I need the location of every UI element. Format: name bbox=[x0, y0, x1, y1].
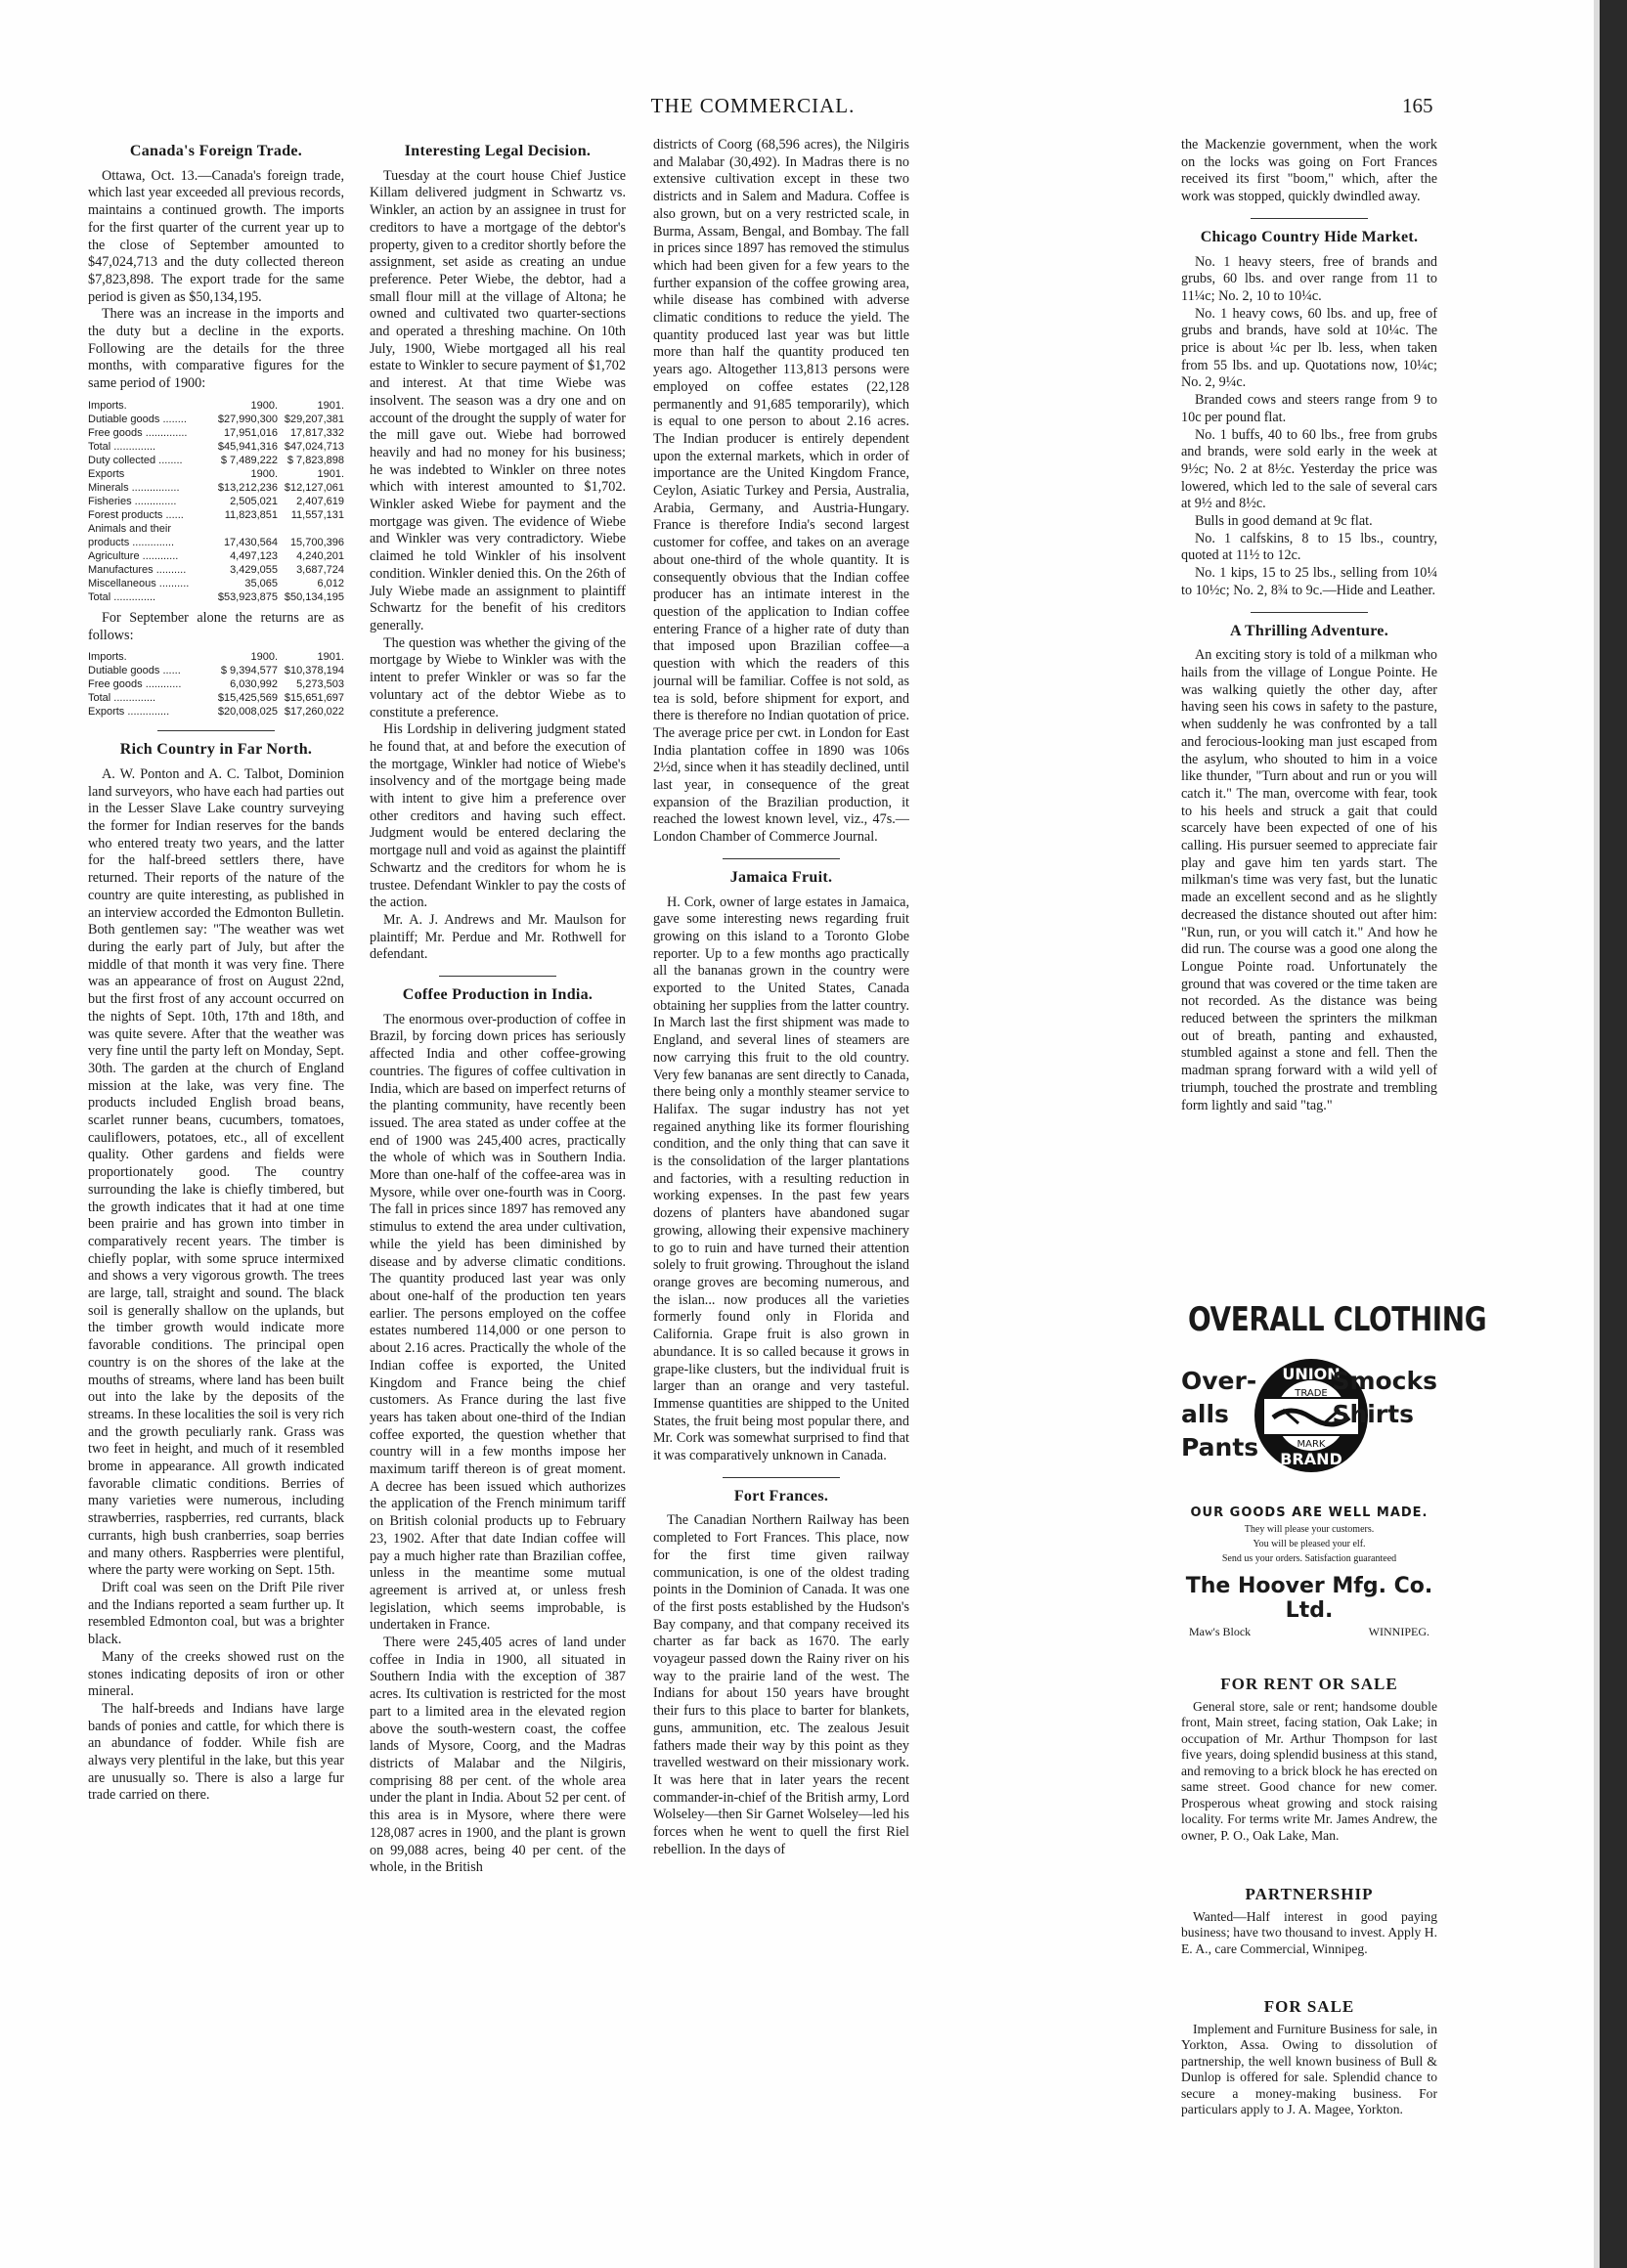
statistics-row bbox=[88, 495, 344, 508]
statistics-value: 2,407,619 bbox=[296, 495, 344, 507]
statistics-row bbox=[88, 467, 344, 481]
statistics-value: 17,951,016 bbox=[223, 426, 278, 439]
statistics-row bbox=[88, 705, 344, 719]
column-2 bbox=[370, 137, 626, 2258]
article-paragraph: Drift coal was seen on the Drift Pile river and the Indians reported a seam further up. It resembled Edmonton coal, but was a brighter black. bbox=[88, 1580, 344, 1648]
ad-fineprint-1: They will please your customers. bbox=[1244, 1524, 1375, 1535]
ad-firm-name: The Hoover Mfg. Co. Ltd. bbox=[1185, 1574, 1433, 1623]
statistics-label: Dutiable goods ...... bbox=[88, 665, 181, 677]
article-title: Rich Country in Far North. bbox=[119, 741, 313, 759]
statistics-value: $29,207,381 bbox=[284, 413, 344, 425]
statistics-label: Dutiable goods ........ bbox=[88, 413, 187, 425]
article-paragraph: Tuesday at the court house Chief Justice Killam delivered judgment in Schwartz vs. Winkler, an action by an assignee in trust for creditors to have a mortgage of the debtor's property, given to a creditor shortly before the assignment, set aside as creating an undue preference. Peter Wiebe, the debtor, had a small flour mill at the village of Altona; he owned and cultivated two quarter-sections and operated a threshing machine. On 10th July, 1900, Wiebe mortgaged all his real estate to Winkler to secure payment of $1,702 and interest. At that time Wiebe was insolvent. The season was a dry one and on account of the drought the supply of water for the mill gave out. Wiebe had borrowed heavily and had no money for his business; he was indebted to Winkler on three notes which with interest amounted to $1,702. Winkler asked Wiebe for payment and the mortgage was given. The evidence of Wiebe and Winkler was very contradictory. Wiebe claimed he told Winkler of his insolvent condition. Winkler denied this. On the 26th of July Wiebe made an assignment to plaintiff Schwartz for the benefit of his creditors generally. bbox=[370, 167, 626, 633]
statistics-row bbox=[88, 577, 344, 590]
article-paragraph: No. 1 heavy steers, free of brands and grubs, 60 lbs. and over range from 11 to 11¼c; No. 2, 10 to 10¼c. bbox=[1181, 253, 1437, 304]
statistics-value: $50,134,195 bbox=[284, 590, 344, 603]
classified-title: FOR SALE bbox=[1263, 1997, 1355, 2016]
seal-text-bottom: BRAND bbox=[1280, 1450, 1342, 1468]
section-divider bbox=[1251, 218, 1368, 219]
section-divider bbox=[723, 858, 840, 859]
statistics-value: $ 7,823,898 bbox=[286, 454, 344, 466]
article-title: Jamaica Fruit. bbox=[729, 868, 833, 886]
classified-body: Implement and Furniture Business for sale, in Yorkton, Assa. Owing to dissolution of partnership, the well known business of Bull & Dunlop is offered for sale. Splendid chance to secure a money-making business. For particulars apply to J. A. Magee, Yorkton. bbox=[1181, 2021, 1437, 2116]
classified-for-rent-or-sale bbox=[1181, 1677, 1437, 1844]
statistics-label: Agriculture ............ bbox=[88, 549, 179, 562]
statistics-value: 2,505,021 bbox=[230, 495, 278, 507]
statistics-value: 1901. bbox=[317, 467, 344, 480]
seal-text-top: UNION bbox=[1282, 1365, 1341, 1383]
statistics-label: Imports. bbox=[88, 399, 127, 412]
statistics-value: 6,012 bbox=[317, 577, 344, 589]
classified-title: FOR RENT OR SALE bbox=[1220, 1675, 1398, 1693]
statistics-value: $27,990,300 bbox=[217, 413, 278, 425]
statistics-row bbox=[88, 536, 344, 549]
seal-text-mark: MARK bbox=[1297, 1439, 1326, 1450]
statistics-row bbox=[88, 508, 344, 522]
statistics-row bbox=[88, 677, 344, 691]
article-paragraph: His Lordship in delivering judgment stated he found that, at and before the execution of the mortgage, Winkler had notice of Wiebe's insolvency and of the mortgage being made with intent to give him a preference over other creditors and having such effect. Judgment would be entered declaring the mortgage null and void as against the plaintiff Schwartz and the creditors for whom he is trustee. Defendant Winkler to pay the costs of the action. bbox=[370, 721, 626, 911]
statistics-row bbox=[88, 563, 344, 577]
article-title: Coffee Production in India. bbox=[402, 986, 594, 1004]
statistics-row bbox=[88, 440, 344, 454]
ad-slogan: OUR GOODS ARE WELL MADE. bbox=[1190, 1505, 1429, 1520]
ad-left-products bbox=[1181, 1365, 1258, 1464]
statistics-value: $47,024,713 bbox=[284, 440, 344, 453]
statistics-row bbox=[88, 549, 344, 563]
article-paragraph: Bulls in good demand at 9c flat. bbox=[1195, 513, 1373, 530]
statistics-label: Fisheries .............. bbox=[88, 495, 177, 507]
article-paragraph: Mr. A. J. Andrews and Mr. Maulson for plaintiff; Mr. Perdue and Mr. Rothwell for defendant. bbox=[370, 911, 626, 963]
statistics-value: $17,260,022 bbox=[284, 706, 344, 719]
article-paragraph: Many of the creeks showed rust on the stones indicating deposits of iron or other mineral. bbox=[88, 1648, 344, 1700]
article-title: Canada's Foreign Trade. bbox=[129, 143, 303, 159]
ad-product-overalls-2: alls bbox=[1181, 1400, 1229, 1428]
column-4 bbox=[1181, 137, 1437, 1290]
classified-body: General store, sale or rent; handsome double front, Main street, facing station, Oak Lake; in occupation of Mr. Arthur Thompson for last five years, doing splendid business at this stand, and removing to a brick block he has erected on same street. Good chance for new comer. Prosperous wheat growing and stock raising locality. For terms write Mr. James Andrew, the owner, P. O., Oak Lake, Man. bbox=[1181, 1698, 1437, 1843]
statistics-label: Miscellaneous .......... bbox=[88, 577, 190, 589]
statistics-value: $ 9,394,577 bbox=[220, 665, 278, 677]
page-edge-shadow bbox=[1600, 0, 1627, 2268]
statistics-label: Free goods ............ bbox=[88, 678, 182, 691]
statistics-value: 1900. bbox=[250, 399, 278, 412]
article-paragraph: the Mackenzie government, when the work on the locks was going on Fort Frances received its first "boom," which, after the work was stopped, quickly dwindled away. bbox=[1181, 137, 1437, 205]
statistics-value: $10,378,194 bbox=[284, 665, 344, 677]
article-paragraph: Ottawa, Oct. 13.—Canada's foreign trade, which last year exceeded all previous records, maintains a continued growth. The imports for the first quarter of the current year up to the close of September amounted to $47,024,713 and the duty collected thereon $7,823,898. The export trade for the same period is given as $50,134,195. bbox=[88, 167, 344, 305]
september-statistics-table bbox=[88, 650, 344, 719]
statistics-value: 1900. bbox=[250, 467, 278, 480]
statistics-value: 17,817,332 bbox=[289, 426, 344, 439]
article-paragraph: The enormous over-production of coffee in Brazil, by forcing down prices has seriously affected India and other coffee-growing countries. The figures of coffee cultivation in India, which are based on imperfect returns of the planting community, have recently been issued. The area stated as under coffee at the end of 1900 was 245,400 acres, practically the whole of which was in Southern India. More than one-half of the coffee-area was in Mysore, while over one-fourth was in Coorg. The fall in prices since 1897 has removed any stimulus to extend the area under cultivation, while the yield has been diminished by disease and by adverse climatic conditions. The quantity produced last year was only about one-half of the production ten years earlier. The persons employed on the coffee estates numbered 114,000 or one person to about 2.16 acres. Practically the whole of the Indian coffee is exported, the United Kingdom and France being the chief customers. As France during the last five years has taken about one-third of the Indian coffee exported, the question whether that country will in a few months impose her maximum tariff thereon is of great moment. A decree has been issued which authorizes the application of the French minimum tariff on British colonial products up to February 23, 1902. After that date Indian coffee will pay a much higher rate than Brazilian coffee, unless in the meantime some mutual agreement is arrived at, or unless fresh legislation, which seems improbable, is undertaken in France. bbox=[370, 1011, 626, 1634]
statistics-row bbox=[88, 481, 344, 495]
statistics-label: Duty collected ........ bbox=[88, 454, 183, 466]
ad-headline: OVERALL CLOTHING bbox=[1188, 1300, 1487, 1339]
statistics-value: 3,429,055 bbox=[230, 563, 278, 576]
statistics-row bbox=[88, 399, 344, 413]
article-title: A Thrilling Adventure. bbox=[1229, 622, 1389, 639]
statistics-value: 35,065 bbox=[244, 577, 278, 589]
statistics-row bbox=[88, 426, 344, 440]
article-paragraph: The Canadian Northern Railway has been completed to Fort Frances. This place, now for the first time given railway communication, is one of the oldest trading points in the Dominion of Canada. It was one of the first posts established by the Hudson's Bay company, and that company received its charter as far back as 1670. The early voyageur passed down the Rainy river on his way to the prairie land of the west. The Indians for about 150 years have brought their furs to this place to barter for blankets, guns, ammunition, etc. The zealous Jesuit fathers made their way by this point as they travelled westward on their missionary work. It was here that in later years the recent commander-in-chief of the British army, Lord Wolseley—then Sir Garnet Wolseley—led his forces when he went to quell the first Riel rebellion. In the days of bbox=[653, 1512, 909, 1857]
statistics-value: 1901. bbox=[317, 399, 344, 412]
statistics-row bbox=[88, 590, 344, 604]
statistics-value: 11,823,851 bbox=[224, 508, 278, 521]
statistics-value: 15,700,396 bbox=[289, 536, 344, 548]
seal-text-trade: TRADE bbox=[1295, 1388, 1328, 1399]
article-title: Fort Frances. bbox=[733, 1487, 829, 1505]
page-edge-fold bbox=[1594, 0, 1600, 2268]
statistics-value bbox=[278, 522, 344, 536]
statistics-value: $15,651,697 bbox=[284, 692, 344, 705]
statistics-value: 1901. bbox=[317, 651, 344, 664]
statistics-row bbox=[88, 650, 344, 664]
statistics-label: Forest products ...... bbox=[88, 508, 184, 521]
statistics-value: $15,425,569 bbox=[217, 692, 278, 705]
article-title: Chicago Country Hide Market. bbox=[1200, 228, 1419, 245]
overall-clothing-advertisement bbox=[1181, 1300, 1487, 1639]
article-paragraph: An exciting story is told of a milkman who hails from the village of Longue Pointe. He was walking quietly the other day, after having seen his cows in safety to the pasture, when suddenly he was confronted by a tall and ferocious-looking man just escaped from the asylum, who shouted to him in a voice like thunder, "Turn about and run or you will catch it." The man, overcome with fear, took to his heels and struck a gait that could scarcely have been expected of one of his calling. His pursuer seemed to appreciate fair play and gave him ten yards start. The milkman's time was very fast, but the lunatic made an excellent second and as he slightly decreased the distance shouted out after him: "Run, run, or you will catch it." And how he did run. The course was a good one along the Longue Pointe road. Unfortunately the ground that was covered or the time taken are not recorded. As the distance was being reduced between the sprinters the milkman out of breath, panting and exhausted, stumbled against a stone and fell. Then the madman sprang forward with a wild yell of triumph, touched the prostrate and trembling form lightly and said "tag." bbox=[1181, 647, 1437, 1113]
ad-fineprint-3: Send us your orders. Satisfaction guaranteed bbox=[1221, 1553, 1397, 1564]
section-divider bbox=[1251, 612, 1368, 613]
statistics-label: Imports. bbox=[88, 651, 127, 664]
statistics-value: 4,240,201 bbox=[296, 549, 344, 562]
article-paragraph: No. 1 kips, 15 to 25 lbs., selling from 10¼ to 10½c; No. 2, 8¾ to 9c.—Hide and Leather. bbox=[1181, 565, 1437, 598]
statistics-label: Minerals ................ bbox=[88, 481, 180, 494]
ad-product-panel bbox=[1181, 1345, 1437, 1502]
statistics-label: Total .............. bbox=[88, 590, 156, 603]
statistics-row bbox=[88, 691, 344, 705]
article-paragraph: For September alone the returns are as follows: bbox=[88, 609, 344, 643]
ad-product-smocks: Smocks bbox=[1332, 1367, 1437, 1395]
article-paragraph: Branded cows and steers range from 9 to 10c per pound flat. bbox=[1181, 392, 1437, 425]
statistics-label: Exports .............. bbox=[88, 706, 170, 719]
statistics-value: $53,923,875 bbox=[217, 590, 278, 603]
classified-title: PARTNERSHIP bbox=[1245, 1885, 1374, 1903]
classified-body: Wanted—Half interest in good paying business; have two thousand to invest. Apply H. E. A., care Commercial, Winnipeg. bbox=[1181, 1908, 1437, 1956]
statistics-value: 4,497,123 bbox=[230, 549, 278, 562]
statistics-value: 1900. bbox=[250, 651, 278, 664]
article-paragraph: The half-breeds and Indians have large bands of ponies and cattle, for which there is an abundance of fodder. While fish are always very plentiful in the lake, but this year are unusually so. There is also a large fur trade carried on there. bbox=[88, 1700, 344, 1804]
column-3 bbox=[653, 137, 909, 2258]
statistics-label: Total .............. bbox=[88, 440, 156, 453]
statistics-value: 3,687,724 bbox=[296, 563, 344, 576]
ad-fineprint-2: You will be pleased your elf. bbox=[1253, 1539, 1366, 1549]
statistics-value: $13,212,236 bbox=[217, 481, 278, 494]
statistics-value: $ 7,489,222 bbox=[220, 454, 278, 466]
article-paragraph: districts of Coorg (68,596 acres), the Nilgiris and Malabar (30,492). In Madras there is no extensive cultivation except in these two districts and in Salem and Madura. Coffee is also grown, but on a very restricted scale, in Burma, Assam, Bengal, and Bombay. The fall in prices since 1897 has removed the stimulus which had been given for a few years to the further expansion of the coffee growing area, while disease has combined with adverse climatic conditions to reduce the yield. The quantity produced last year was but little more than half the quantity produced ten years ago. Altogether 113,813 persons were employed on coffee estates (22,128 permanently and 91,685 temporarily), which is equal to one person to about 2.16 acres. The Indian producer is entirely dependent upon the external markets, which in order of importance are the United Kingdom France, Ceylon, Asiatic Turkey and Persia, Australia, Arabia, Germany, and Austria-Hungary. France is therefore India's second largest customer for coffee, and takes on an average about one-third of the whole quantity. It is consequently obvious that the Indian coffee producer has an intimate interest in the question of the application to Indian coffee entering France of a higher rate of duty than that imposed upon Brazilian coffee—a question with which the readers of this journal will be familiar. Coffee is not sold, as tea is sold, before shipment for export, and there is therefore no Indian quotation of price. The average price per cwt. in London for East India plantation coffee in 1890 was 106s 2½d, since when it has steadily declined, until last year, in consequence of the great expansion of the Brazilian production, it reached the lowest known level, viz., 47s.—London Chamber of Commerce Journal. bbox=[653, 137, 909, 846]
statistics-value: 6,030,992 bbox=[230, 678, 278, 691]
statistics-label: Exports bbox=[88, 467, 125, 480]
article-paragraph: A. W. Ponton and A. C. Talbot, Dominion land surveyors, who have each had parties out in the Lesser Slave Lake country surveying the former for Indian reserves for the bands who entered treaty two years, and the latter for the half-breed settlers there, have returned. Their reports of the nature of the country are quite interesting, as published in an interview accorded the Edmonton Bulletin. Both gentlemen say: "The weather was wet during the early part of July, but after the middle of that month it was very fine. There was an appearance of frost on August 22nd, but the first frost of any account occurred on the nights of Sept. 10th, 17th and 18th, and was quite severe. After that the weather was very fine until the party left on Monday, Sept. 30th. The garden at the church of England mission at the lake, was very fine. The products included English broad beans, scarlet runner beans, cucumbers, tomatoes, cauliflowers, potatoes, etc., all of excellent quality. Other gardens and fields were proportionately good. The country surrounding the lake is chiefly timbered, but the growth indicates that it had at one time been prairie and has grown into timber in comparatively recent years. The timber is chiefly poplar, with some spruce intermixed and shows a very vigorous growth. The trees are large, tall, straight and sound. The black soil is generally shallow on the uplands, but the timber growth would indicate more favorable conditions. The principal open country is on the shores of the lake at the mouths of streams, where land has been built out into the lake by the deposits of the streams. In these localities the soil is very rich and the growth peculiarly rank. Grass was two feet in height, and much of it resembled brome in appearance. All growth indicated favorable climatic conditions. Berries of many varieties were numerous, including strawberries, raspberries, red currants, black currants, high bush cranberries, soap berries and many others. Raspberries were plentiful, where the party were working on Sept. 15th. bbox=[88, 765, 344, 1579]
statistics-value: 17,430,564 bbox=[223, 536, 278, 548]
article-paragraph: There were 245,405 acres of land under coffee in India in 1900, all situated in Southern India with the exception of 387 acres. Its cultivation is restricted for the most part to a limited area in the elevated region above the south-western coast, the coffee lands of Mysore, Coorg, and the Madras districts of Malabar and the Nilgiris, comprising 88 per cent. of the whole area under the plant in India. About 52 per cent. of this area is in Mysore, where there were 128,087 acres in 1900, and the plant is grown on 99,088 acres, being 40 per cent. of the whole, in the British bbox=[370, 1635, 626, 1876]
statistics-label: Free goods .............. bbox=[88, 426, 188, 439]
statistics-row bbox=[88, 454, 344, 467]
ad-address-block: Maw's Block bbox=[1189, 1625, 1252, 1638]
statistics-value: $12,127,061 bbox=[284, 481, 344, 494]
statistics-value: $20,008,025 bbox=[217, 706, 278, 719]
article-paragraph: No. 1 buffs, 40 to 60 lbs., free from grubs and brands, were sold early in the week at 9½c; No. 2 at 8½c. Yesterday the price was lowered, which led to the sale of several cars at 9½ and 8½c. bbox=[1181, 426, 1437, 512]
ad-right-products bbox=[1332, 1365, 1437, 1431]
running-title: THE COMMERCIAL. bbox=[650, 94, 856, 117]
section-divider bbox=[439, 976, 556, 977]
ad-address-city: WINNIPEG. bbox=[1368, 1625, 1429, 1638]
statistics-label: products .............. bbox=[88, 536, 175, 548]
ad-product-pants: Pants bbox=[1181, 1433, 1259, 1461]
statistics-label: Total .............. bbox=[88, 692, 156, 705]
statistics-value: 11,557,131 bbox=[290, 508, 344, 521]
statistics-value: $45,941,316 bbox=[217, 440, 278, 453]
statistics-row bbox=[88, 413, 344, 426]
statistics-label: Animals and their bbox=[88, 522, 171, 535]
article-paragraph: There was an increase in the imports and the duty but a decline in the exports. Following are the details for the three months, with comparative figures for the same period of 1900: bbox=[88, 306, 344, 392]
section-divider bbox=[723, 1477, 840, 1478]
classified-partnership bbox=[1181, 1887, 1437, 1957]
statistics-row bbox=[88, 522, 344, 536]
article-paragraph: No. 1 calfskins, 8 to 15 lbs., country, quoted at 11½ to 12c. bbox=[1181, 530, 1437, 564]
trade-statistics-table bbox=[88, 399, 344, 604]
classified-for-sale bbox=[1181, 1999, 1437, 2118]
article-title: Interesting Legal Decision. bbox=[404, 143, 592, 159]
statistics-label: Manufactures .......... bbox=[88, 563, 187, 576]
statistics-row bbox=[88, 664, 344, 677]
section-divider bbox=[157, 730, 275, 731]
ad-address bbox=[1189, 1625, 1429, 1639]
article-paragraph: No. 1 heavy cows, 60 lbs. and up, free of grubs and brands, have sold at 10¼c. The price is about ¼c per lb. less, when taken from 55 lbs. and up. Quotations now, 10¼c; No. 2, 9¼c. bbox=[1181, 305, 1437, 391]
page-number: 165 bbox=[1402, 94, 1433, 117]
ad-product-overalls-1: Over- bbox=[1181, 1367, 1257, 1395]
column-1 bbox=[88, 137, 344, 2258]
statistics-value bbox=[211, 522, 278, 536]
article-paragraph: H. Cork, owner of large estates in Jamaica, gave some interesting news regarding fruit growing on this island to a Toronto Globe reporter. Up to a few months ago practically all the bananas grown in the country were exported to the United States, Canada obtaining her supplies from the latter country. In March last the first shipment was made to England, and several lines of steamers are now carrying this fruit to the old country. Very few bananas are sent directly to Canada, there being only a monthly steamer service to Halifax. The sugar industry has not yet regained anything like its former flourishing condition, and the only thing that can save it is the consolidation of the larger plantations and factories, with a resulting reduction in working expenses. In the past few years dozens of planters have abandoned sugar growing, allowing their expensive machinery to go to ruin and have turned their attention solely to fruit growing. Throughout the island orange groves are becoming numerous, and the islan... now produces all the varieties formerly found only in Florida and California. Grape fruit is also grown in abundance. It is so called because it grows in grape-like clusters, but the individual fruit is larger than an orange and very tasteful. Immense quantities are shipped to the United States, the fruit being most popular there, and Mr. Cork was somewhat surprised to find that it was comparatively unknown in Canada. bbox=[653, 894, 909, 1464]
ad-product-shirts: Shirts bbox=[1332, 1400, 1414, 1428]
statistics-value: 5,273,503 bbox=[296, 678, 344, 691]
article-paragraph: The question was whether the giving of the mortgage by Wiebe to Winkler was with the intent to prefer Winkler or was so far the voluntary act of the debtor Wiebe as to constitute a preference. bbox=[370, 634, 626, 720]
